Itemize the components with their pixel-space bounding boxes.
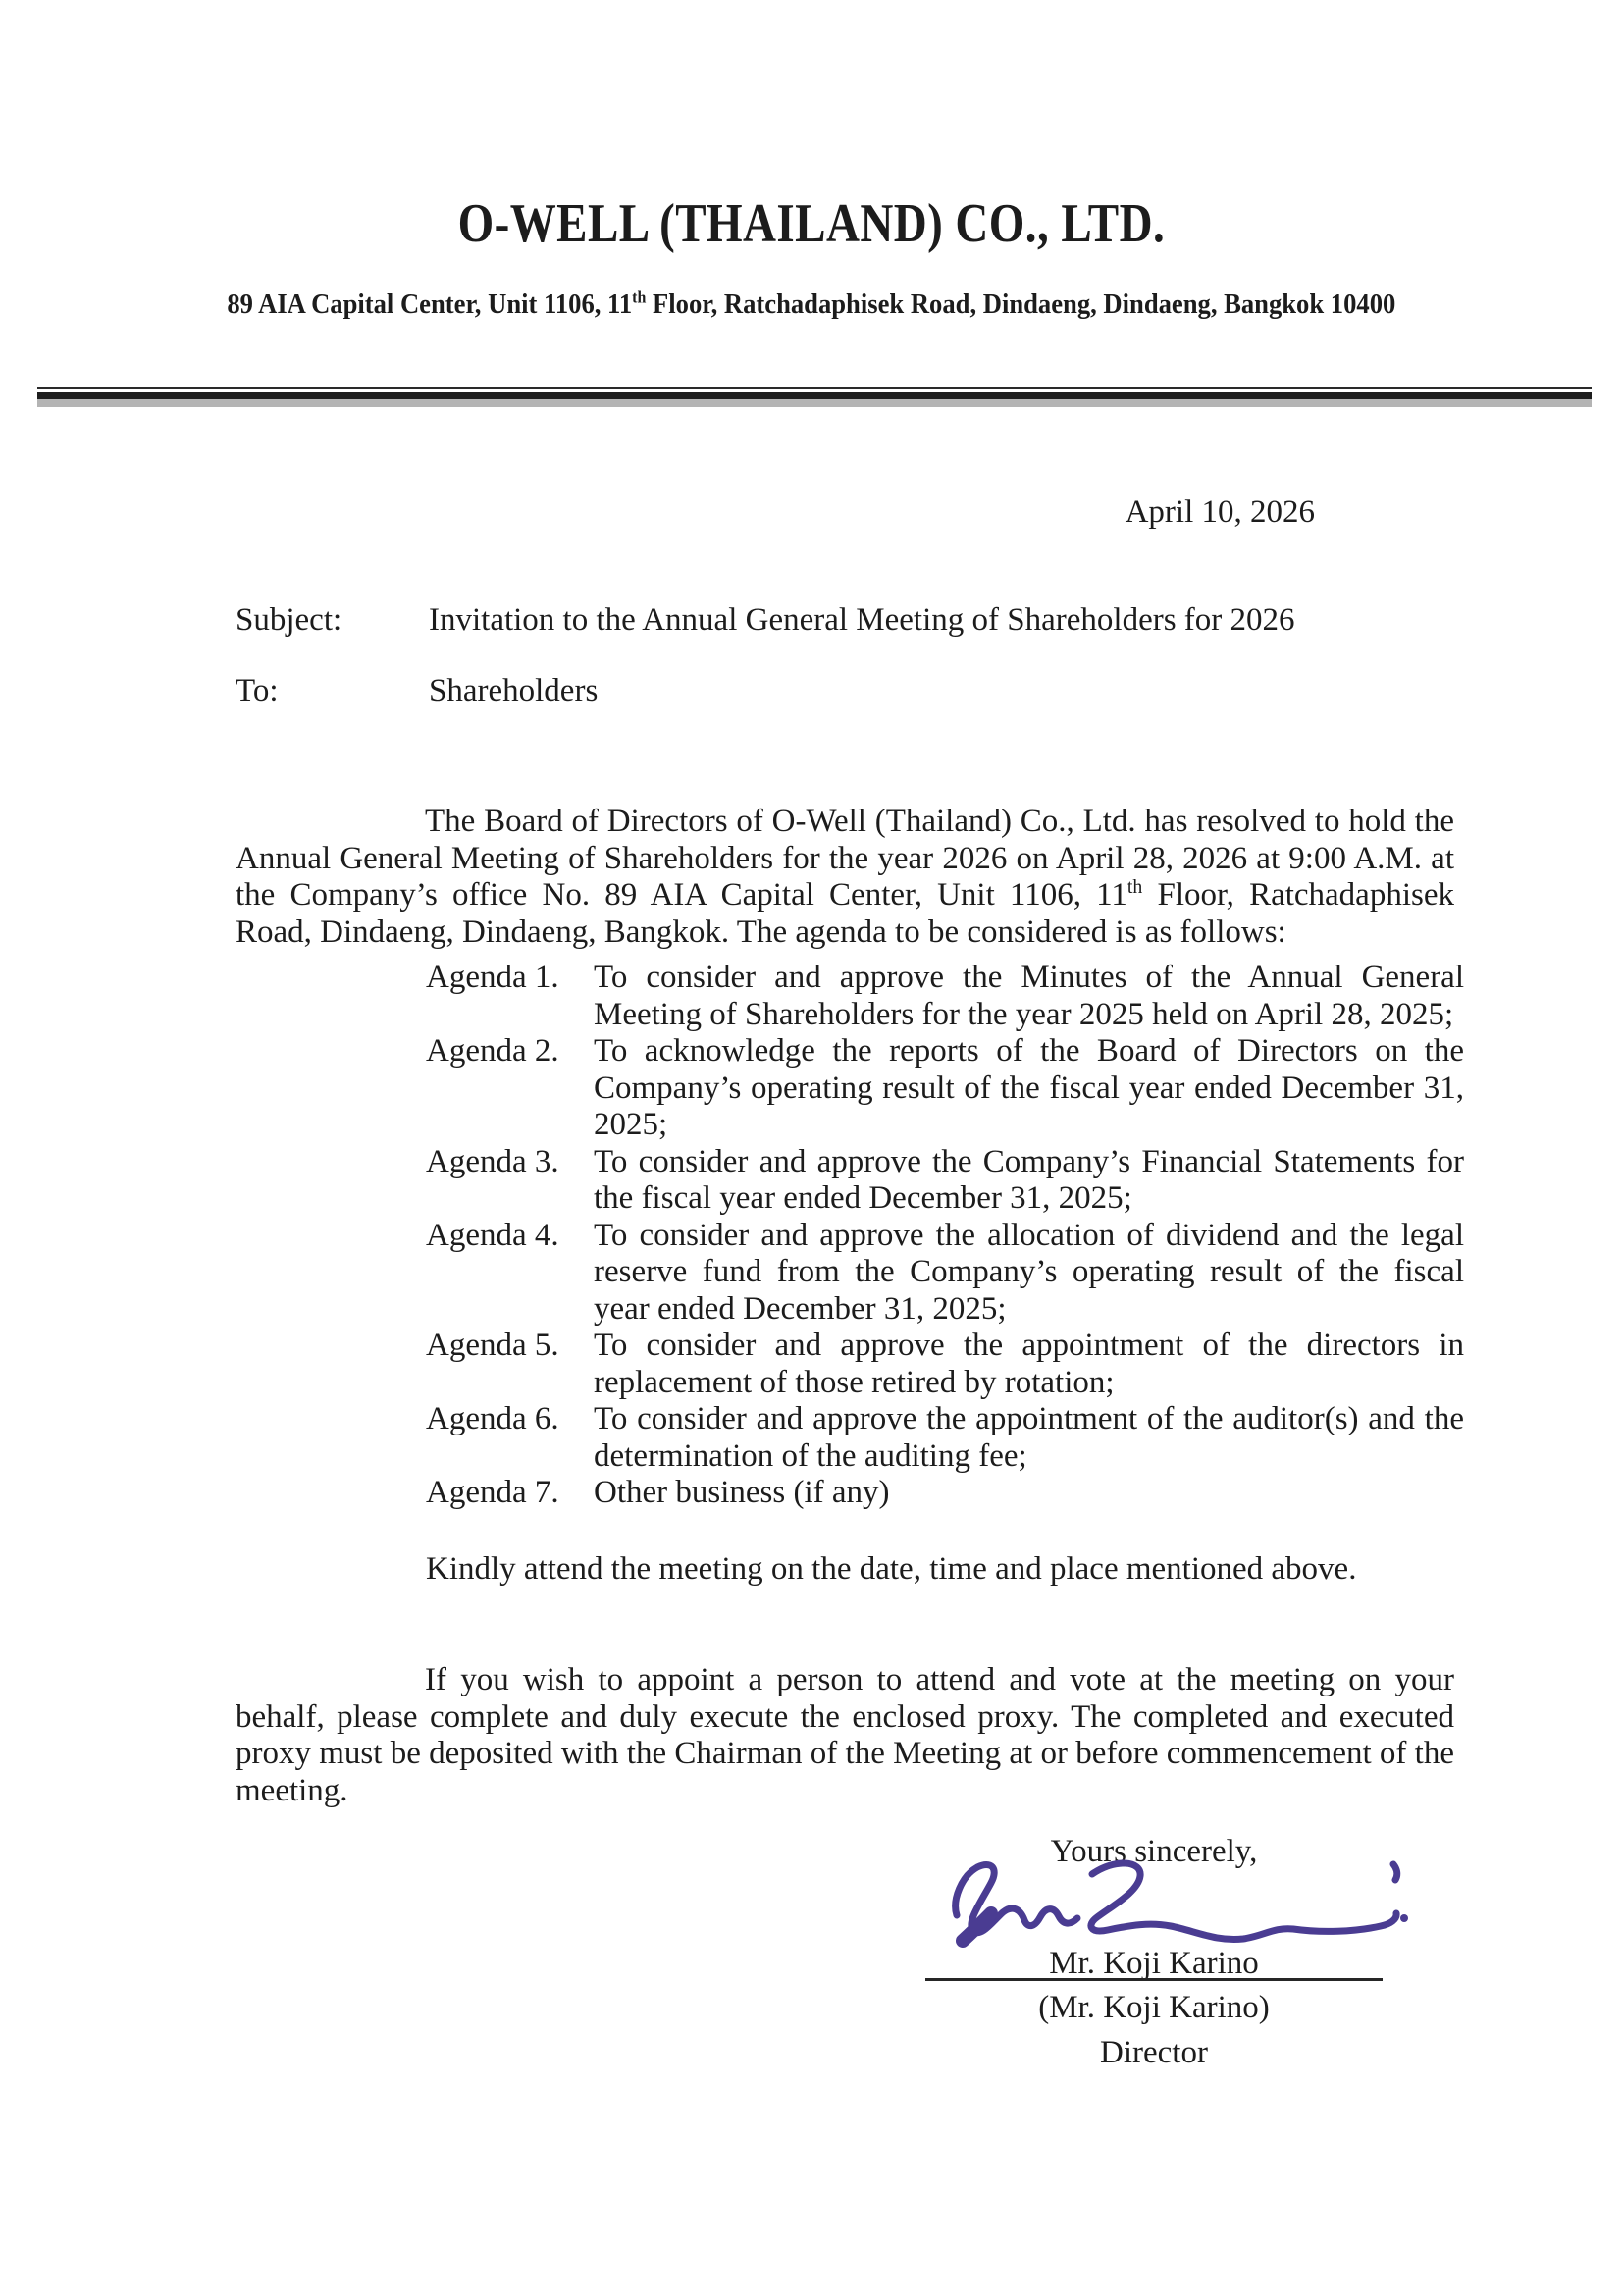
signatory-title: Director [1100,2035,1208,2070]
attendance-note: Kindly attend the meeting on the date, time and place mentioned above. [426,1551,1357,1587]
agenda-item-3-label: Agenda 3. [426,1143,559,1179]
company-address-post: Floor, Ratchadaphisek Road, Dindaeng, Dindaeng, Bangkok 10400 [646,289,1396,320]
agenda-item-4 [426,1218,1464,1329]
agenda-item-3-text: To consider and approve the Company’s Financial Statements for the fiscal year ended December 31, 2025; [594,1143,1464,1216]
to-value: Shareholders [429,673,599,708]
divider-thin-line [37,387,1592,389]
subject-row [236,602,1454,640]
letter-date: April 10, 2026 [1125,495,1315,530]
signature-strokes [956,1863,1397,1941]
agenda-item-1-text: To consider and approve the Minutes of the Annual General Meeting of Shareholders for the year 2025 held on April 28, 2025; [594,960,1464,1032]
to-label: To: [236,673,279,708]
agenda-item-5-text: To consider and approve the appointment of the directors in replacement of those retired by rotation; [594,1328,1464,1400]
agenda-item-5-label: Agenda 5. [426,1328,559,1363]
agenda-item-7-label: Agenda 7. [426,1475,559,1510]
to-row [236,673,1454,710]
divider-shadow-line [37,399,1592,407]
agenda-item-2-text: To acknowledge the reports of the Board of Directors on the Company’s operating result of the fiscal year ended December 31, 2025; [594,1033,1464,1142]
opening-paragraph [236,804,1454,951]
agenda-item-6-text: To consider and approve the appointment of the auditor(s) and the determination of the auditing fee; [594,1401,1464,1474]
agenda-item-7 [426,1475,1464,1512]
agenda-item-2-label: Agenda 2. [426,1033,559,1069]
agenda-item-4-text: To consider and approve the allocation of dividend and the legal reserve fund from the Company’s operating result of the fiscal year ended December 31, 2025; [594,1217,1464,1327]
opening-paragraph-superscript: th [1126,876,1143,898]
agenda-item-7-text: Other business (if any) [594,1475,890,1510]
opening-paragraph-post: Floor, Ratchadaphisek Road, Dindaeng, Dindaeng, Bangkok. The agenda to be considered is as follows: [236,877,1454,950]
agenda-item-2 [426,1033,1464,1144]
subject-label: Subject: [236,602,342,638]
signature-ink-dot [1400,1914,1408,1922]
agenda-item-5 [426,1328,1464,1401]
agenda-item-1-label: Agenda 1. [426,960,559,995]
agenda-item-4-label: Agenda 4. [426,1217,559,1253]
agenda-item-3 [426,1144,1464,1218]
company-address-line [0,288,1623,322]
company-address-text [228,288,1396,322]
agenda-item-6-label: Agenda 6. [426,1401,559,1436]
subject-value: Invitation to the Annual General Meeting of Shareholders for 2026 [429,602,1295,638]
signatory-name-parenthesized: (Mr. Koji Karino) [1038,1990,1270,2025]
opening-paragraph-pre: The Board of Directors of O-Well (Thailand) Co., Ltd. has resolved to hold the Annual General Meeting of Shareholders for the year 2026 on April 28, 2026 at 9:00 A.M. at the Company’s office No. 89 AIA Capital Center, Unit 1106, 11 [236,804,1454,913]
letterhead-divider [37,387,1592,407]
closing-salutation: Yours sincerely, [1050,1834,1258,1869]
proxy-paragraph: If you wish to appoint a person to attend and vote at the meeting on your behalf, please complete and duly execute the enclosed proxy. The completed and executed proxy must be deposited with the Chairman of the Meeting at or before commencement of the meeting. [236,1662,1454,1808]
divider-thick-line [37,392,1592,399]
handwritten-signature [932,1851,1433,1958]
company-address-pre: 89 AIA Capital Center, Unit 1106, 11 [227,289,633,320]
agenda-list [426,960,1464,1512]
company-name-heading [0,194,1623,253]
agenda-item-6 [426,1401,1464,1475]
company-address-superscript: th [632,287,647,307]
company-name-text: O-WELL (THAILAND) CO., LTD. [457,193,1166,254]
signature-underline [925,1978,1383,1981]
agenda-item-1 [426,960,1464,1033]
signatory-name: Mr. Koji Karino [1049,1946,1259,1981]
